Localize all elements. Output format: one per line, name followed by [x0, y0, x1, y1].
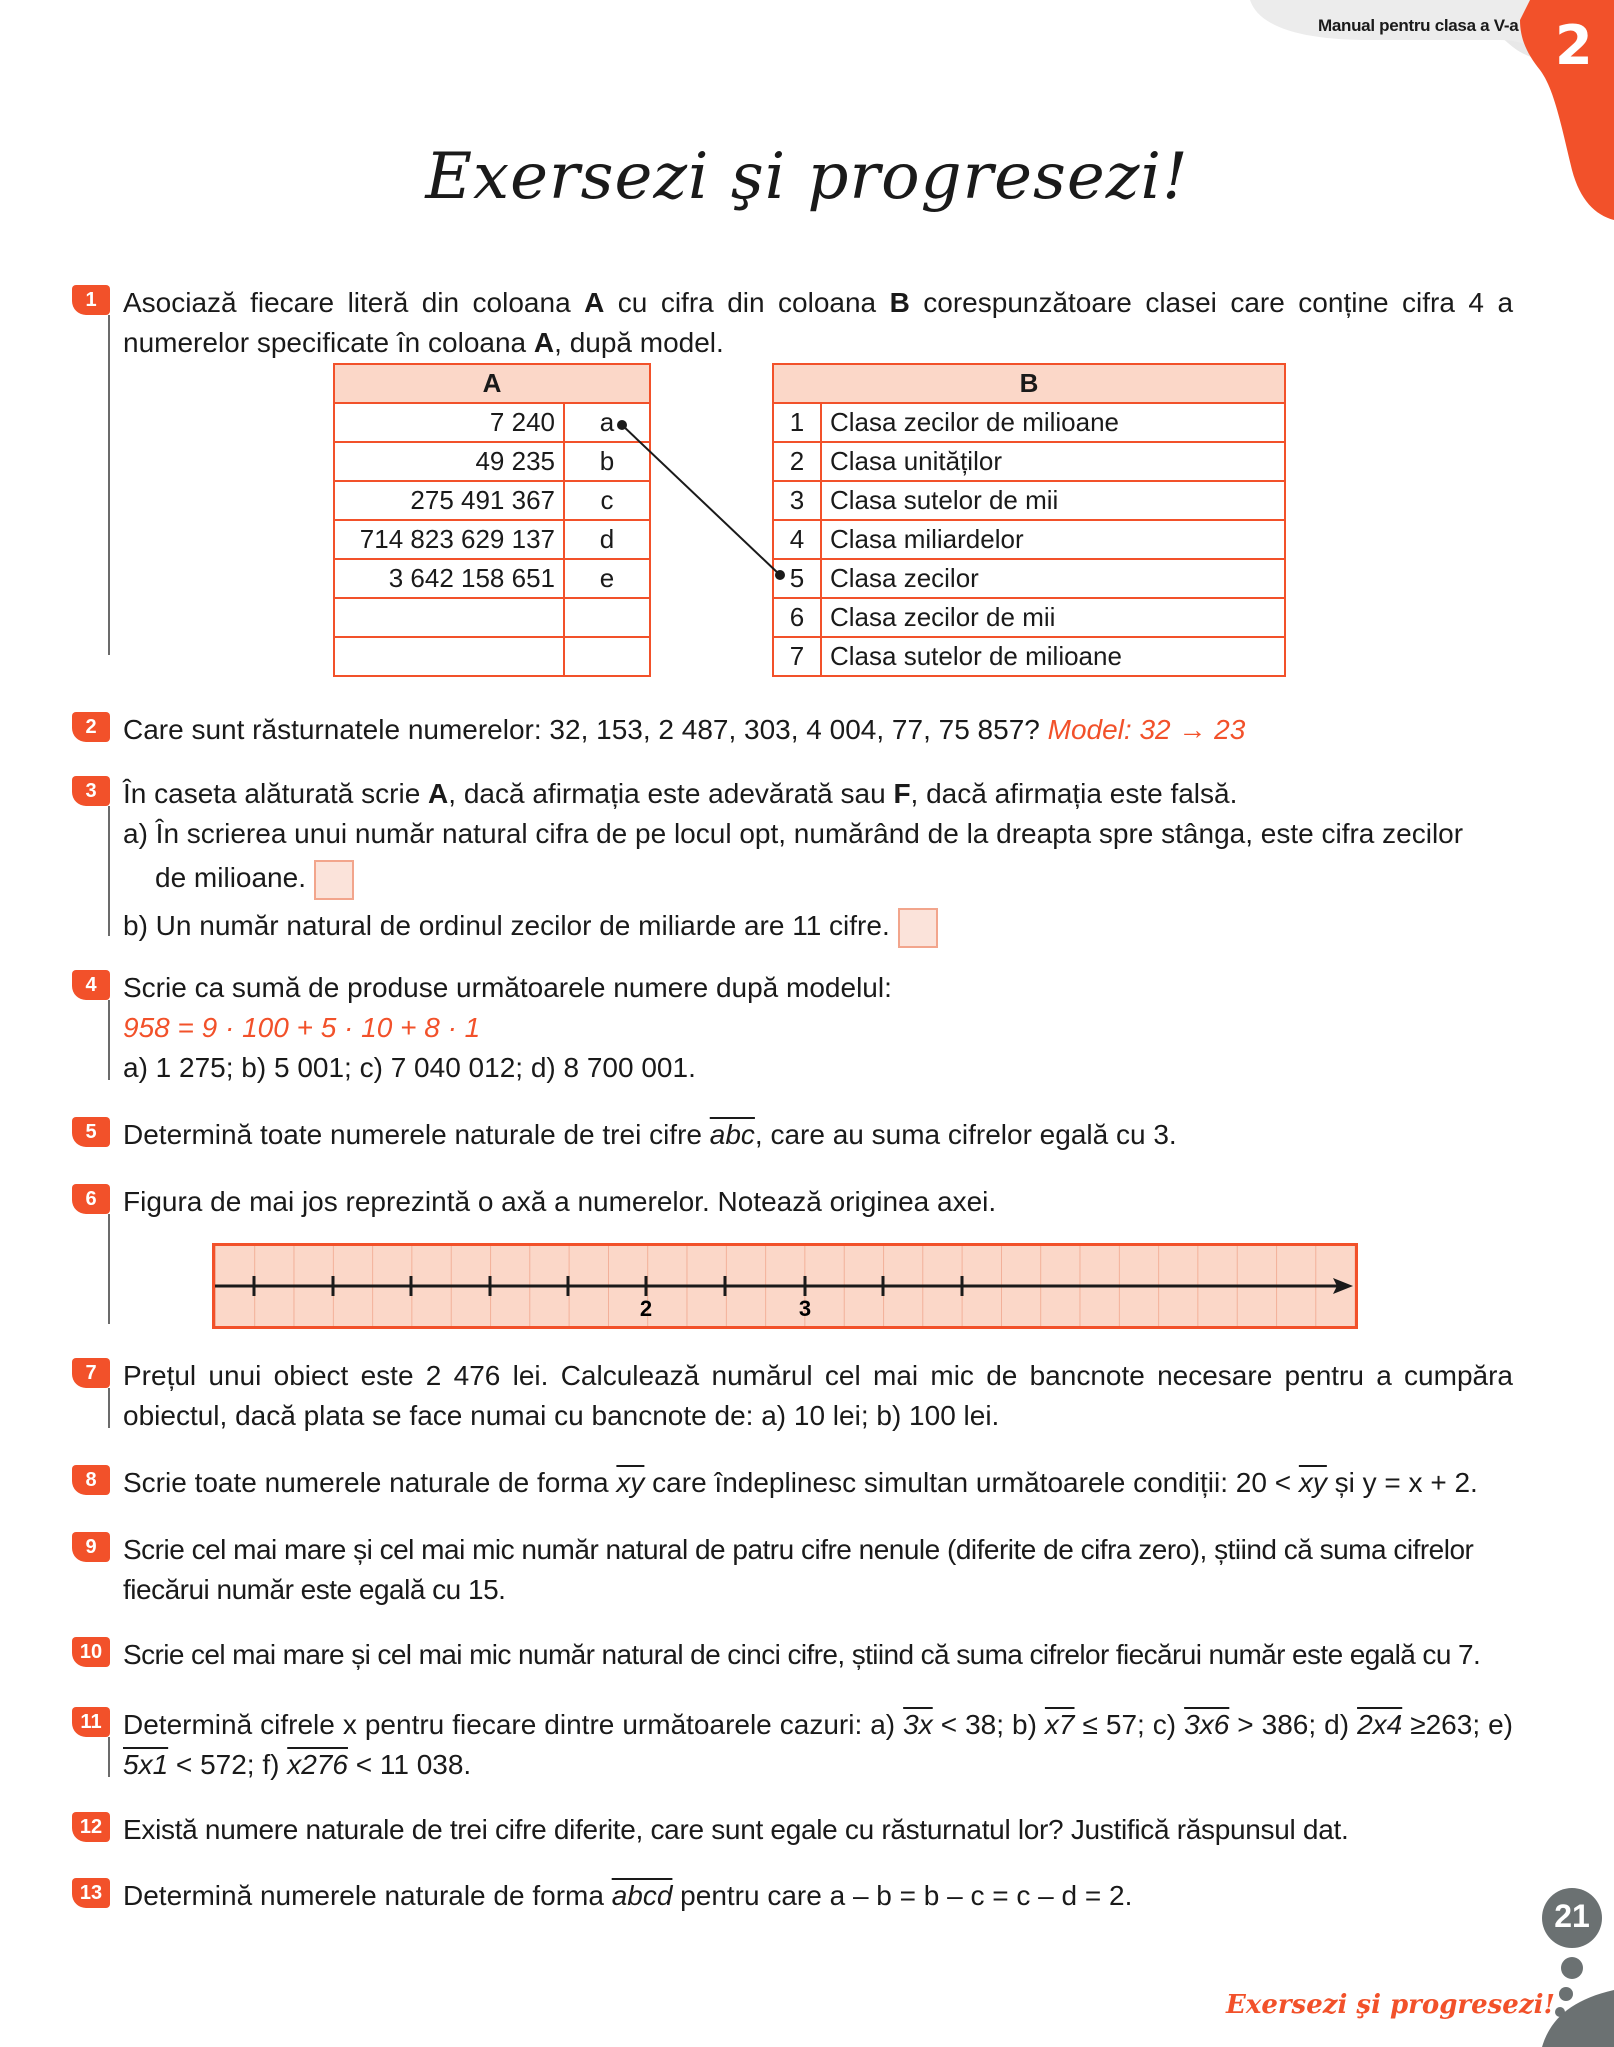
- exercise-13: [79, 1876, 1508, 1916]
- exercise-5: [85, 1115, 1508, 1155]
- exercise-11: [80, 1705, 1514, 1785]
- table-row: 4 Clasa miliardelor: [773, 520, 1285, 559]
- page-title: Exersezi şi progresezi!: [425, 140, 1189, 214]
- exercise-7: [85, 1356, 1513, 1436]
- margin-line: [108, 1388, 110, 1428]
- exercise-8: [85, 1463, 1508, 1503]
- exercise-text: Care sunt răsturnatele numerelor: 32, 153, 2 487, 303, 4 004, 77, 75 857? Model: 32 → 23: [123, 714, 1246, 745]
- exercise-3: [85, 774, 1508, 950]
- table-row: 49 235 b: [334, 442, 650, 481]
- exercise-text: Asociază fiecare literă din coloana A cu cifra din coloana B corespunzătoare clasei care conține cifra 4 a numerelor specificate în coloana A, după model.: [123, 287, 1514, 358]
- table-row: 2 Clasa unităților: [773, 442, 1285, 481]
- exercise-12: [79, 1810, 1508, 1850]
- answer-box-b[interactable]: [898, 908, 938, 948]
- exercise-text: Determină cifrele x pentru fiecare dintre următoarele cazuri: a) 3x < 38; b) x7 ≤ 57; c) 3x6 > 386; d) 2x4 ≥263; e) 5x1 < 572; f) x276 < 11 038.: [123, 1709, 1514, 1780]
- exercise-text: Determină toate numerele naturale de trei cifre $\overline{abc}$, care au suma cifrelor egală cu 3.: [123, 1119, 1177, 1150]
- exercise-badge: 4: [72, 970, 110, 1000]
- exercise-10: [79, 1635, 1508, 1675]
- table-row: 3 642 158 651 e: [334, 559, 650, 598]
- exercise-badge: 2: [72, 712, 110, 742]
- exercise-text: Prețul unui obiect este 2 476 lei. Calculează numărul cel mai mic de bancnote necesare pentru a cumpăra obiectul, dacă plata se face numai cu bancnote de: a) 10 lei; b) 100 lei.: [123, 1360, 1513, 1431]
- exercise-badge: 11: [72, 1707, 110, 1737]
- margin-line: [108, 1737, 110, 1777]
- model-text: 958 = 9 · 100 + 5 · 10 + 8 · 1: [123, 1012, 481, 1043]
- table-row: 5 Clasa zecilor: [773, 559, 1285, 598]
- table-b-header: B: [773, 364, 1285, 403]
- model-connector: [0, 0, 1614, 700]
- table-row: 7 Clasa sutelor de milioane: [773, 637, 1285, 676]
- table-row: 7 240 a: [334, 403, 650, 442]
- margin-line: [108, 1000, 110, 1080]
- exercise-text: Determină numerele naturale de forma abcd pentru care a – b = b – c = c – d = 2.: [123, 1880, 1133, 1911]
- exercise-badge: 7: [72, 1358, 110, 1388]
- exercise-9: [85, 1530, 1508, 1610]
- exercise-6: [85, 1182, 1508, 1222]
- statement-a: a) În scrierea unui număr natural cifra de pe locul opt, numărând de la dreapta spre stânga, este cifra zecilor: [123, 818, 1464, 849]
- axis-label-3: 3: [798, 1296, 812, 1321]
- exercise-badge: 5: [72, 1117, 110, 1147]
- exercise-badge: 12: [72, 1812, 110, 1842]
- table-row: 275 491 367 c: [334, 481, 650, 520]
- exercise-badge: 10: [72, 1637, 110, 1667]
- exercise-badge: 8: [72, 1465, 110, 1495]
- exercise-text: Scrie cel mai mare și cel mai mic număr natural de patru cifre nenule (diferite de cifra zero), știind că suma cifrelor fiecărui număr este egală cu 15.: [123, 1534, 1474, 1605]
- table-row: 1 Clasa zecilor de milioane: [773, 403, 1285, 442]
- exercise-badge: 13: [72, 1878, 110, 1908]
- exercise-text: Există numere naturale de trei cifre diferite, care sunt egale cu răsturnatul lor? Justifică răspunsul dat.: [123, 1814, 1349, 1845]
- exercise-badge: 1: [72, 285, 110, 315]
- exercise-text: Scrie ca sumă de produse următoarele numere după modelul:: [123, 972, 892, 1003]
- exercise-text: Scrie toate numerele naturale de forma $\overline{xy}$ care îndeplinesc simultan următoarele condiții: $20 < \overline{xy}$ și y = x + 2.: [123, 1467, 1478, 1498]
- exercise-4: [85, 968, 1508, 1088]
- table-row: 714 823 629 137 d: [334, 520, 650, 559]
- number-axis: [212, 1243, 1358, 1329]
- exercise-badge: 9: [72, 1532, 110, 1562]
- exercise-text: Scrie cel mai mare și cel mai mic număr natural de cinci cifre, știind că suma cifrelor fiecărui număr este egală cu 7.: [123, 1639, 1481, 1670]
- manual-label: Manual pentru clasa a V-a: [1318, 16, 1519, 35]
- answer-box-a[interactable]: [314, 860, 354, 900]
- table-row: 3 Clasa sutelor de mii: [773, 481, 1285, 520]
- items-text: a) 1 275; b) 5 001; c) 7 040 012; d) 8 700 001.: [123, 1052, 696, 1083]
- exercise-text: Figura de mai jos reprezintă o axă a numerelor. Notează originea axei.: [123, 1186, 997, 1217]
- table-a-header: A: [334, 364, 650, 403]
- footer-decoration: [1500, 1870, 1614, 2047]
- exercise-2: [85, 710, 1508, 750]
- statement-b: b) Un număr natural de ordinul zecilor de miliarde are 11 cifre.: [108, 902, 1508, 950]
- footer-title: Exersezi şi progresezi!: [1226, 1990, 1555, 2020]
- chapter-number: 2: [1555, 14, 1593, 77]
- statement-a-cont: de milioane.: [108, 854, 1508, 902]
- exercise-text: În caseta alăturată scrie A, dacă afirmația este adevărată sau F, dacă afirmația este falsă.: [123, 778, 1238, 809]
- axis-label-2: 2: [639, 1296, 653, 1321]
- table-row: 6 Clasa zecilor de mii: [773, 598, 1285, 637]
- margin-line: [108, 1214, 110, 1324]
- exercise-badge: 3: [72, 776, 110, 806]
- exercise-badge: 6: [72, 1184, 110, 1214]
- page-number: 21: [1554, 1898, 1590, 1934]
- margin-line: [108, 806, 110, 936]
